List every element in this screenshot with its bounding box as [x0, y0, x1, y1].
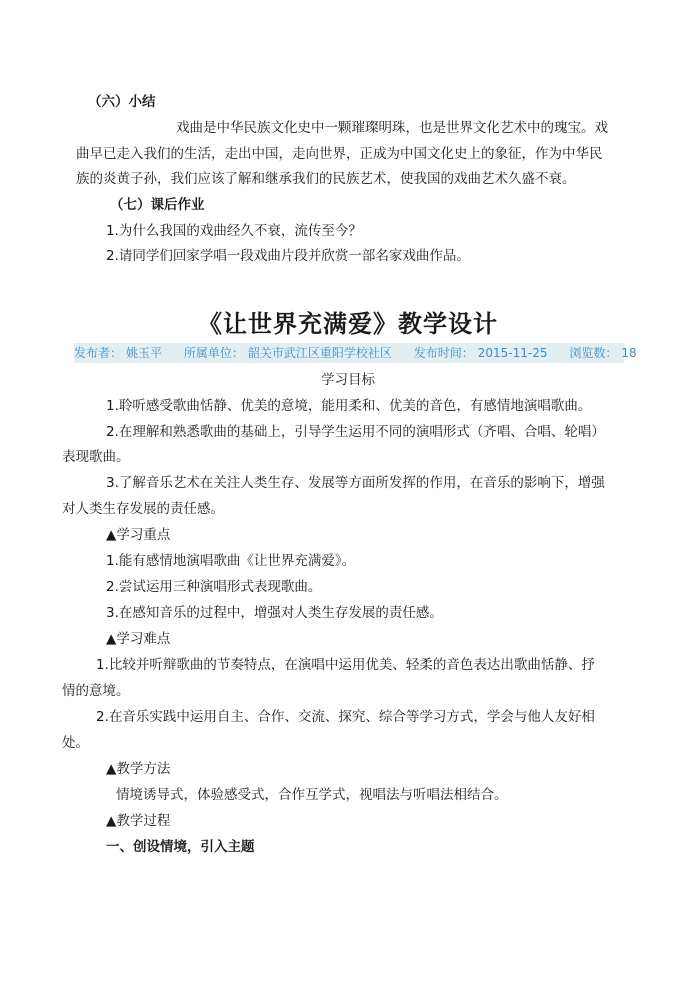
difficulty-2b: 处。: [62, 735, 89, 751]
process-step-1: 一、创设情境，引入主题: [106, 839, 255, 855]
article-title: 《让世界充满爱》教学设计: [198, 310, 498, 338]
homework-heading: （七）课后作业: [110, 197, 205, 213]
process-heading: ▲教学过程: [106, 813, 171, 829]
unit-name[interactable]: 韶关市武江区重阳学校社区: [247, 346, 392, 360]
homework-item-1: 1.为什么我国的戏曲经久不衰，流传至今？: [106, 223, 362, 239]
difficulty-2a: 2.在音乐实践中运用自主、合作、交流、探究、综合等学习方式，学会与他人友好相: [96, 709, 595, 725]
publisher-label: 发布者：: [74, 346, 123, 360]
publish-date: 2015-11-25: [477, 346, 548, 360]
summary-line-2: 曲早已走入我们的生活，走出中国，走向世界，正成为中国文化史上的象征，作为中华民: [76, 146, 603, 162]
homework-item-2: 2.请同学们回家学唱一段戏曲片段并欣赏一部名家戏曲作品。: [106, 248, 470, 264]
difficulty-1a: 1.比较并听辩歌曲的节奏特点，在演唱中运用优美、轻柔的音色表达出歌曲恬静、抒: [96, 657, 595, 673]
key-point-1: 1.能有感情地演唱歌曲《让世界充满爱》。: [106, 553, 356, 569]
unit-label: 所属单位：: [183, 346, 244, 360]
summary-line-1: 戏曲是中华民族文化史中一颗璀璨明珠，也是世界文化艺术中的瑰宝。戏: [176, 120, 608, 136]
summary-heading: （六）小结: [88, 94, 156, 110]
publisher-name[interactable]: 姚玉平: [126, 346, 163, 360]
difficulties-heading: ▲学习难点: [106, 631, 171, 647]
article-meta-bar: [74, 343, 637, 363]
key-points-heading: ▲学习重点: [106, 527, 171, 543]
difficulty-1b: 情的意境。: [62, 683, 130, 699]
views-count: 18: [621, 346, 637, 360]
objective-2a: 2.在理解和熟悉歌曲的基础上，引导学生运用不同的演唱形式（齐唱、合唱、轮唱）: [106, 424, 605, 440]
objective-3b: 对人类生存发展的责任感。: [62, 501, 224, 517]
summary-line-3: 族的炎黄子孙，我们应该了解和继承我们的民族艺术，使我国的戏曲艺术久盛不衰。: [76, 171, 576, 187]
objective-2b: 表现歌曲。: [62, 449, 130, 465]
views-label: 浏览数：: [569, 346, 618, 360]
methods-heading: ▲教学方法: [106, 761, 171, 777]
date-label: 发布时间：: [413, 346, 474, 360]
objective-1: 1.聆听感受歌曲恬静、优美的意境，能用柔和、优美的音色，有感情地演唱歌曲。: [106, 398, 592, 414]
key-point-3: 3.在感知音乐的过程中，增强对人类生存发展的责任感。: [106, 605, 443, 621]
methods-text: 情境诱导式，体验感受式，合作互学式，视唱法与听唱法相结合。: [116, 787, 508, 803]
key-point-2: 2.尝试运用三种演唱形式表现歌曲。: [106, 579, 322, 595]
objectives-heading: 学习目标: [321, 372, 375, 388]
objective-3a: 3.了解音乐艺术在关注人类生存、发展等方面所发挥的作用，在音乐的影响下，增强: [106, 475, 605, 491]
